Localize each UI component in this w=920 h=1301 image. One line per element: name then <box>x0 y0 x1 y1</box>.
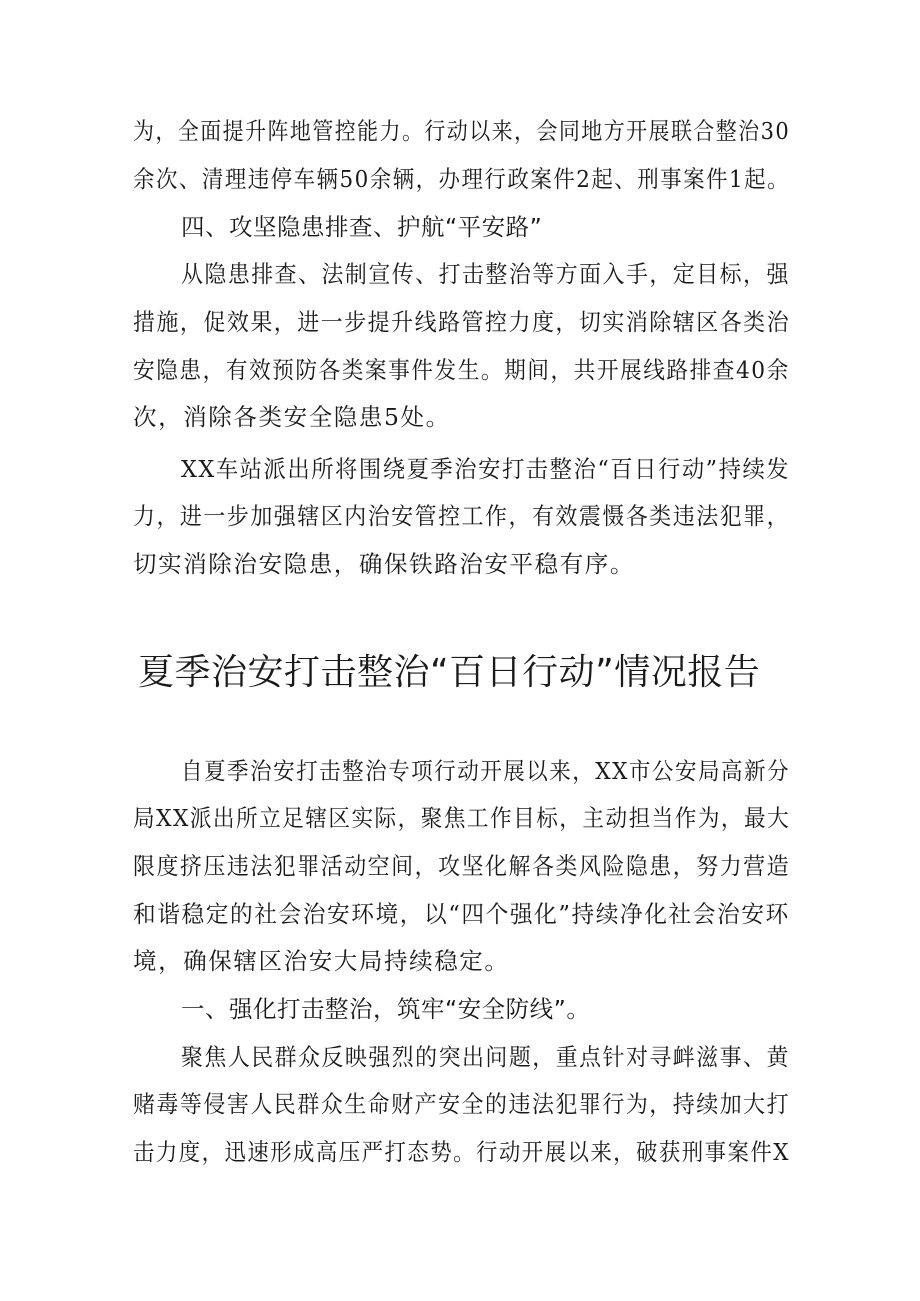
paragraph-line: 安隐患，有效预防各类案事件发生。期间，共开展线路排查40余 <box>133 356 790 384</box>
paragraph-line: 赌毒等侵害人民群众生命财产安全的违法犯罪行为，持续加大打 <box>133 1090 791 1118</box>
paragraph-line: 击力度，迅速形成高压严打态势。行动开展以来，破获刑事案件X <box>133 1138 790 1166</box>
paragraph-line: 境，确保辖区治安大局持续稳定。 <box>133 947 510 975</box>
paragraph-line: 从隐患排查、法制宣传、打击整治等方面入手，定目标，强 <box>181 260 790 288</box>
section-heading: 四、攻坚隐患排查、护航“平安路” <box>181 213 543 241</box>
paragraph-line: XX车站派出所将围绕夏季治安打击整治“百日行动”持续发 <box>181 455 791 483</box>
paragraph-line: 局XX派出所立足辖区实际，聚焦工作目标，主动担当作为，最大 <box>133 804 791 832</box>
paragraph-line: 余次、清理违停车辆50余辆，办理行政案件2起、刑事案件1起。 <box>133 165 790 193</box>
paragraph-line: 切实消除治安隐患，确保铁路治安平稳有序。 <box>133 550 635 578</box>
paragraph-line: 次，消除各类安全隐患5处。 <box>133 403 451 431</box>
report-title: 夏季治安打击整治“百日行动”情况报告 <box>138 652 761 693</box>
section-heading: 一、强化打击整治，筑牢“安全防线”。 <box>181 995 591 1023</box>
paragraph-line: 力，进一步加强辖区内治安管控工作，有效震慑各类违法犯罪， <box>133 502 791 530</box>
paragraph-line: 措施，促效果，进一步提升线路管控力度，切实消除辖区各类治 <box>133 308 791 336</box>
paragraph-line: 自夏季治安打击整治专项行动开展以来，XX市公安局高新分 <box>181 757 791 785</box>
paragraph-line: 聚焦人民群众反映强烈的突出问题，重点针对寻衅滋事、黄 <box>181 1043 790 1071</box>
paragraph-line: 为，全面提升阵地管控能力。行动以来，会同地方开展联合整治30 <box>133 117 791 145</box>
paragraph-line: 和谐稳定的社会治安环境，以“四个强化”持续净化社会治安环 <box>133 900 790 928</box>
paragraph-line: 限度挤压违法犯罪活动空间，攻坚化解各类风险隐患，努力营造 <box>133 852 791 880</box>
